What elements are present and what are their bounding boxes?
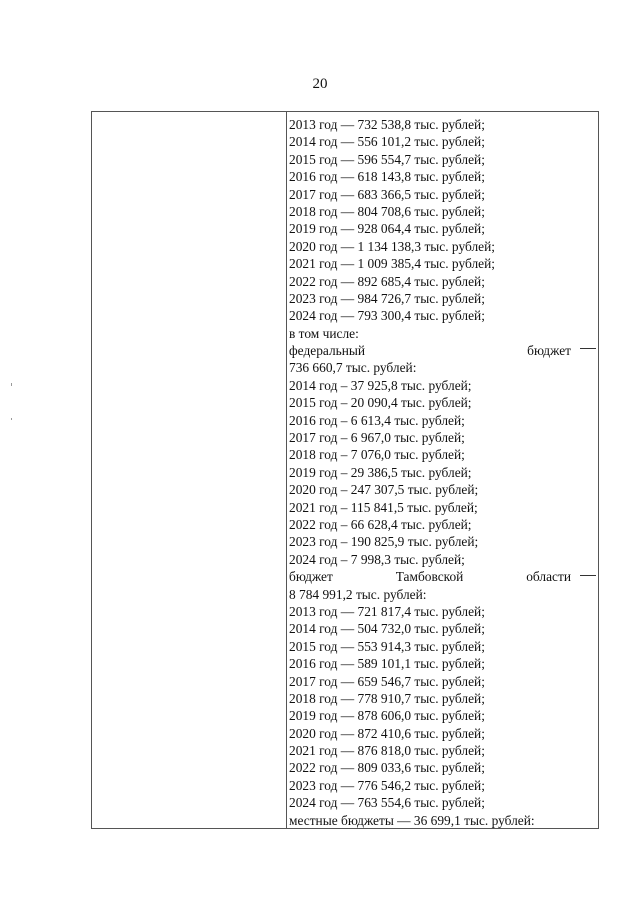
including-label: в том числе: [289, 325, 359, 341]
total-year-line: 2019 год — 928 064,4 тыс. рублей; [289, 221, 485, 237]
funding-cell [289, 116, 571, 829]
budget-word: бюджет [289, 569, 333, 585]
total-year-line: 2017 год — 683 366,5 тыс. рублей; [289, 186, 485, 202]
tambov-word: Тамбовской [395, 569, 464, 585]
regional-year-line: 2019 год — 878 606,0 тыс. рублей; [289, 708, 485, 724]
regional-year-line: 2013 год — 721 817,4 тыс. рублей; [289, 603, 485, 619]
federal-year-line: 2015 год – 20 090,4 тыс. рублей; [289, 395, 472, 411]
total-year-line: 2020 год — 1 134 138,3 тыс. рублей; [289, 238, 495, 254]
total-year-line: 2021 год — 1 009 385,4 тыс. рублей; [289, 256, 495, 272]
regional-year-line: 2021 год — 876 818,0 тыс. рублей; [289, 743, 485, 759]
total-year-line: 2024 год — 793 300,4 тыс. рублей; [289, 308, 485, 324]
federal-year-line: 2014 год – 37 925,8 тыс. рублей; [289, 377, 472, 393]
regional-year-line: 2020 год — 872 410,6 тыс. рублей; [289, 725, 485, 741]
regional-dash-mark [580, 575, 596, 576]
regional-year-line: 2024 год — 763 554,6 тыс. рублей; [289, 795, 485, 811]
total-year-line: 2014 год — 556 101,2 тыс. рублей; [289, 134, 485, 150]
federal-year-line: 2016 год – 6 613,4 тыс. рублей; [289, 412, 465, 428]
federal-year-line: 2019 год – 29 386,5 тыс. рублей; [289, 464, 472, 480]
regional-year-line: 2022 год — 809 033,6 тыс. рублей; [289, 760, 485, 776]
regional-year-line: 2014 год — 504 732,0 тыс. рублей; [289, 621, 485, 637]
federal-year-line: 2023 год – 190 825,9 тыс. рублей; [289, 534, 479, 550]
regional-year-line: 2018 год — 778 910,7 тыс. рублей; [289, 690, 485, 706]
federal-year-line: 2020 год – 247 307,5 тыс. рублей; [289, 482, 479, 498]
federal-word: федеральный [289, 343, 366, 359]
regional-total: 8 784 991,2 тыс. рублей: [289, 586, 427, 602]
funding-table [91, 111, 599, 829]
federal-year-line: 2024 год – 7 998,3 тыс. рублей; [289, 551, 465, 567]
local-budget-line: местные бюджеты — 36 699,1 тыс. рублей: [289, 812, 535, 828]
budget-word: бюджет [527, 343, 571, 359]
column-divider [286, 112, 287, 828]
regional-year-line: 2015 год — 553 914,3 тыс. рублей; [289, 638, 485, 654]
regional-budget-heading [289, 568, 571, 585]
page-number: 20 [312, 76, 328, 92]
federal-year-line: 2018 год – 7 076,0 тыс. рублей; [289, 447, 465, 463]
federal-year-line: 2022 год – 66 628,4 тыс. рублей; [289, 516, 472, 532]
total-year-line: 2018 год — 804 708,6 тыс. рублей; [289, 203, 485, 219]
federal-dash-mark [580, 348, 596, 349]
total-year-line: 2015 год — 596 554,7 тыс. рублей; [289, 151, 485, 167]
scan-artifact [11, 383, 12, 386]
federal-year-line: 2017 год – 6 967,0 тыс. рублей; [289, 430, 465, 446]
total-year-line: 2023 год — 984 726,7 тыс. рублей; [289, 290, 485, 306]
total-year-line: 2022 год — 892 685,4 тыс. рублей; [289, 273, 485, 289]
federal-budget-heading [289, 342, 571, 359]
regional-year-line: 2016 год — 589 101,1 тыс. рублей; [289, 656, 485, 672]
regional-year-line: 2017 год — 659 546,7 тыс. рублей; [289, 673, 485, 689]
region-word: области [526, 569, 571, 585]
total-year-line: 2016 год — 618 143,8 тыс. рублей; [289, 169, 485, 185]
total-year-line: 2013 год — 732 538,8 тыс. рублей; [289, 117, 485, 132]
federal-year-line: 2021 год – 115 841,5 тыс. рублей; [289, 499, 478, 515]
scan-artifact [11, 418, 12, 420]
regional-year-line: 2023 год — 776 546,2 тыс. рублей; [289, 777, 485, 793]
federal-total: 736 660,7 тыс. рублей: [289, 360, 417, 376]
